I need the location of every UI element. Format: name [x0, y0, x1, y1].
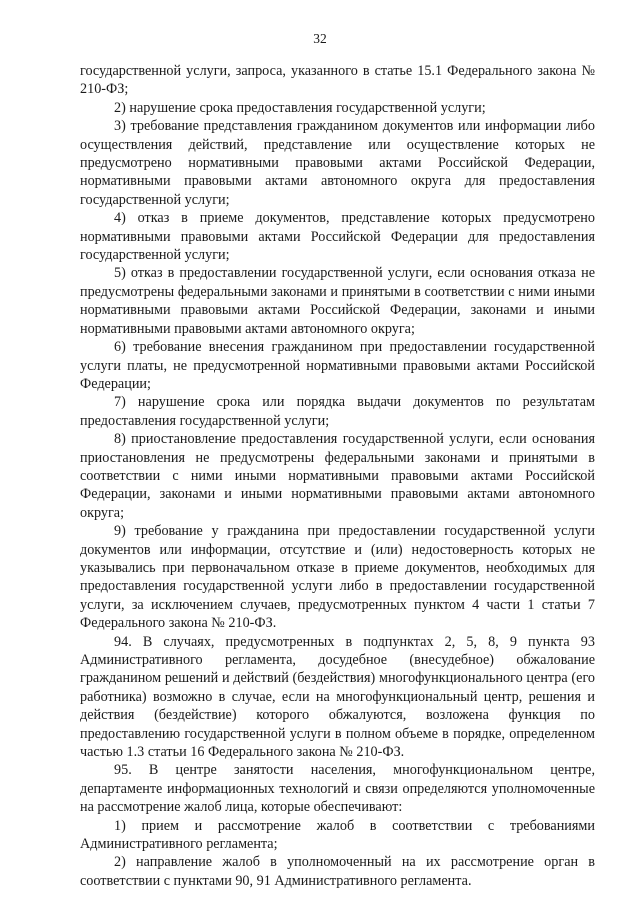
- paragraph-clause-95: 95. В центре занятости населения, многофункциональном центре, департаменте информационных технологий и связи определяются уполномоченные на рассмотрение жалоб лица, которые обеспечивают:: [80, 762, 595, 816]
- paragraph-item-5: 5) отказ в предоставлении государственной услуги, если основания отказа не предусмотрены федеральными законами и принятыми в соответствии с ними иными нормативными правовыми актами Российской Федерации, законами и иными нормативными правовыми актами автономного округа;: [80, 265, 595, 337]
- paragraph-clause-94: 94. В случаях, предусмотренных в подпунктах 2, 5, 8, 9 пункта 93 Административного регламента, досудебное (внесудебное) обжалование гражданином решений и действий (бездействия) многофункционального центра (его работника) возможно в случае, если на многофункциональный центр, решения и действия (бездействие) которого обжалуются, возложена функция по предоставлению государственной услуги в полном объеме в порядке, определенном частью 1.3 статьи 16 Федерального закона № 210-ФЗ.: [80, 633, 595, 761]
- document-body: [80, 62, 595, 890]
- paragraph-item-4: 4) отказ в приеме документов, представление которых предусмотрено нормативными правовыми актами Российской Федерации для предоставления государственной услуги;: [80, 210, 595, 264]
- paragraph-item-7: 7) нарушение срока или порядка выдачи документов по результатам предоставления государственной услуги;: [80, 394, 595, 429]
- page-number: 32: [313, 31, 327, 46]
- paragraph-continuation: государственной услуги, запроса, указанного в статье 15.1 Федерального закона № 210-ФЗ;: [80, 63, 595, 98]
- paragraph-item-3: 3) требование представления гражданином документов или информации либо осуществления действий, представление или осуществление которых не предусмотрено нормативными правовыми актами Российской Федерации, нормативными правовыми актами автономного округа для предоставления государственной услуги;: [80, 118, 595, 208]
- paragraph-item-6: 6) требование внесения гражданином при предоставлении государственной услуги платы, не предусмотренной нормативными правовыми актами Российской Федерации;: [80, 339, 595, 392]
- paragraph-item-2: 2) нарушение срока предоставления государственной услуги;: [114, 99, 486, 116]
- paragraph-subitem-2: 2) направление жалоб в уполномоченный на их рассмотрение орган в соответствии с пунктами 90, 91 Административного регламента.: [80, 854, 595, 889]
- paragraph-item-9: 9) требование у гражданина при предоставлении государственной услуги документов или информации, отсутствие и (или) недостоверность которых не указывались при первоначальном отказе в приеме документов, необходимых для предоставления государственной услуги либо в предоставлении государственной услуги, за исключением случаев, предусмотренных пунктом 4 части 1 статьи 7 Федерального закона № 210-ФЗ.: [80, 523, 595, 632]
- paragraph-subitem-1: 1) прием и рассмотрение жалоб в соответствии с требованиями Административного регламента;: [80, 817, 595, 853]
- paragraph-item-8: 8) приостановление предоставления государственной услуги, если основания приостановления не предусмотрены федеральными законами и принятыми в соответствии с ними иными нормативными правовыми актами Российской Федерации, законами и иными нормативными правовыми актами автономного округа;: [80, 431, 595, 521]
